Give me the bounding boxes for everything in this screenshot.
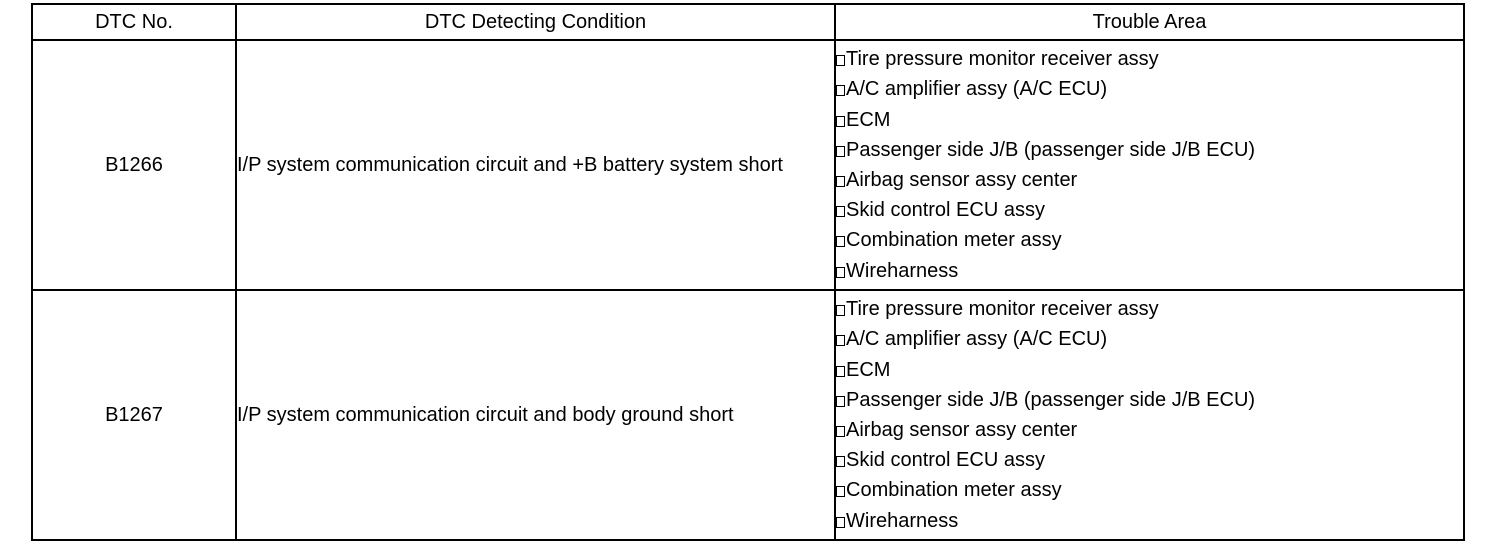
dtc-code: B1266 <box>32 40 236 290</box>
checkbox-square-icon <box>836 366 845 377</box>
trouble-area-label: Airbag sensor assy center <box>846 419 1078 441</box>
list-item <box>836 385 1463 415</box>
header-trouble-area: Trouble Area <box>835 4 1464 40</box>
table-row <box>32 290 1464 540</box>
trouble-area-label: ECM <box>846 358 891 381</box>
list-item <box>836 415 1463 445</box>
checkbox-square-icon <box>836 335 845 346</box>
trouble-area-label: Tire pressure monitor receiver assy <box>846 48 1159 71</box>
trouble-area-cell <box>835 40 1464 290</box>
trouble-area-label: Tire pressure monitor receiver assy <box>846 298 1159 321</box>
checkbox-square-icon <box>836 305 845 316</box>
list-item <box>836 506 1463 536</box>
list-item <box>836 324 1463 354</box>
checkbox-square-icon <box>836 396 845 407</box>
list-item <box>836 44 1463 74</box>
list-item <box>836 135 1463 165</box>
checkbox-square-icon <box>836 176 845 187</box>
list-item <box>836 105 1463 135</box>
checkbox-square-icon <box>836 146 845 157</box>
trouble-area-list <box>836 44 1463 286</box>
checkbox-square-icon <box>836 267 845 278</box>
trouble-area-label: Passenger side J/B (passenger side J/B ECU) <box>846 138 1256 161</box>
list-item <box>836 225 1463 255</box>
trouble-area-label: Skid control ECU assy <box>846 449 1045 472</box>
list-item <box>836 165 1463 195</box>
header-row <box>32 4 1464 40</box>
trouble-area-label: Wireharness <box>846 509 959 532</box>
header-dtc-no: DTC No. <box>32 4 236 40</box>
list-item <box>836 294 1463 324</box>
trouble-area-label: Airbag sensor assy center <box>846 169 1078 191</box>
checkbox-square-icon <box>836 116 845 127</box>
trouble-area-label: A/C amplifier assy (A/C ECU) <box>846 328 1108 351</box>
trouble-area-label: ECM <box>846 108 891 131</box>
checkbox-square-icon <box>836 426 845 437</box>
checkbox-square-icon <box>836 55 845 66</box>
list-item <box>836 256 1463 286</box>
checkbox-square-icon <box>836 517 845 528</box>
list-item <box>836 445 1463 475</box>
trouble-area-label: Wireharness <box>846 259 959 282</box>
detecting-condition: I/P system communication circuit and +B battery system short <box>236 40 835 290</box>
trouble-area-list <box>836 294 1463 536</box>
dtc-table <box>31 3 1465 541</box>
trouble-area-label: Passenger side J/B (passenger side J/B ECU) <box>846 388 1256 411</box>
dtc-code: B1267 <box>32 290 236 540</box>
trouble-area-label: Combination meter assy <box>846 479 1062 502</box>
trouble-area-label: Skid control ECU assy <box>846 199 1045 222</box>
trouble-area-cell <box>835 290 1464 540</box>
table-row <box>32 40 1464 290</box>
list-item <box>836 355 1463 385</box>
trouble-area-label: A/C amplifier assy (A/C ECU) <box>846 78 1108 101</box>
checkbox-square-icon <box>836 85 845 96</box>
checkbox-square-icon <box>836 236 845 247</box>
checkbox-square-icon <box>836 206 845 217</box>
header-condition: DTC Detecting Condition <box>236 4 835 40</box>
trouble-area-label: Combination meter assy <box>846 229 1062 252</box>
detecting-condition: I/P system communication circuit and body ground short <box>236 290 835 540</box>
list-item <box>836 74 1463 104</box>
checkbox-square-icon <box>836 456 845 467</box>
list-item <box>836 475 1463 505</box>
checkbox-square-icon <box>836 486 845 497</box>
list-item <box>836 195 1463 225</box>
